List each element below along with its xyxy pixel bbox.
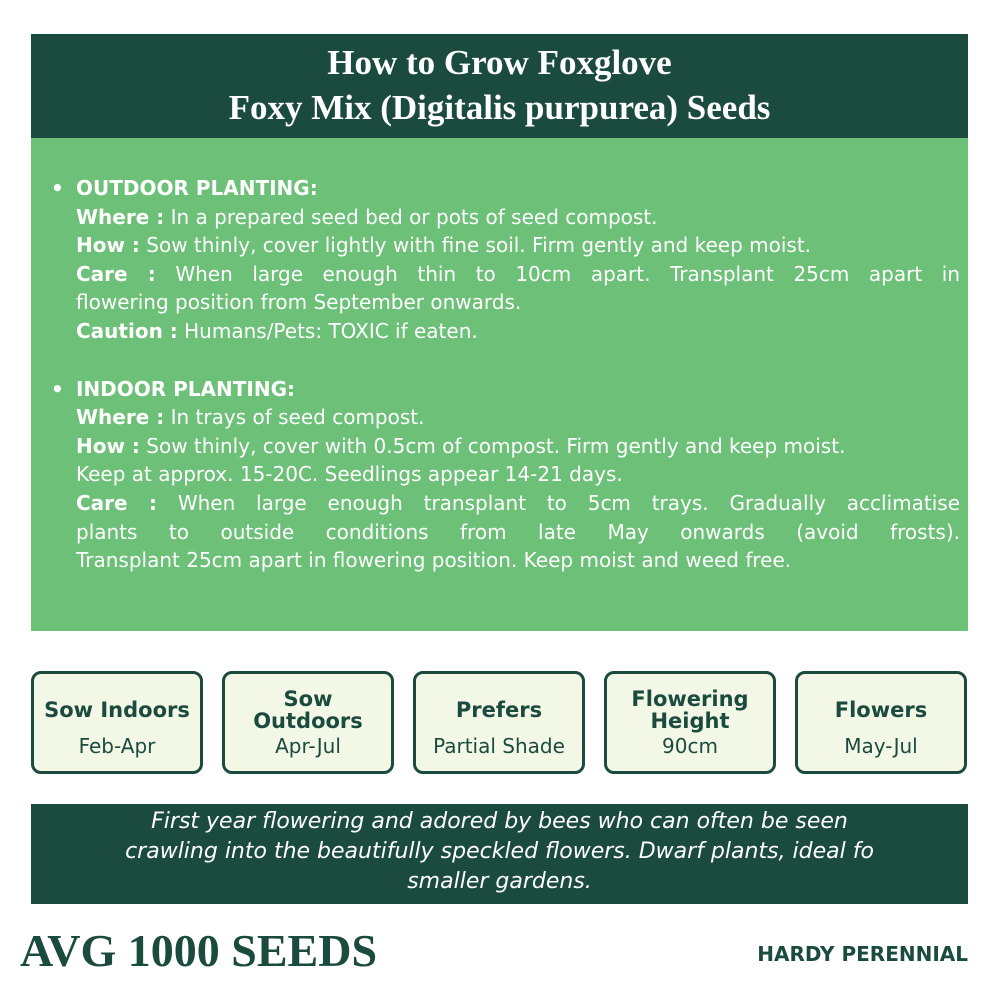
how-label: How : (76, 433, 140, 458)
care-line-continued: flowering position from September onwards. (76, 290, 522, 315)
how-line-continued: Keep at approx. 15-20C. Seedlings appear 14-21 days. (76, 462, 623, 487)
where-text: In trays of seed compost. (170, 405, 425, 430)
description-line: First year flowering and adored by bees who can often be seen (151, 809, 848, 834)
box-value: Partial Shade (433, 734, 565, 758)
how-text: Sow thinly, cover with 0.5cm of compost. Firm gently and keep moist. (146, 433, 846, 458)
box-heading-line: Height (650, 709, 730, 733)
box-heading-line: Outdoors (253, 709, 363, 733)
page-subtitle: Foxy Mix (Digitalis purpurea) Seeds (228, 88, 771, 127)
how-line (76, 231, 960, 260)
caution-line (76, 317, 960, 346)
caution-text: Humans/Pets: TOXIC if eaten. (184, 318, 478, 343)
page-title: How to Grow Foxglove (327, 43, 672, 82)
description-line: smaller gardens. (407, 869, 592, 894)
where-label: Where : (76, 405, 165, 430)
care-label: Care : (76, 490, 158, 515)
bullet-icon: • (51, 176, 64, 200)
flowers-box (795, 671, 967, 774)
prefers-box (413, 671, 585, 774)
care-text: When large enough transplant to 5cm trays. Gradually acclimatise (177, 490, 961, 515)
how-line (76, 432, 960, 461)
how-text: Sow thinly, cover lightly with fine soil. Firm gently and keep moist. (146, 233, 812, 258)
indoor-planting-section (51, 375, 960, 575)
bullet-icon: • (51, 376, 64, 401)
box-heading (416, 688, 582, 732)
sow-outdoors-box (222, 671, 394, 774)
care-label: Care : (76, 261, 156, 286)
outdoor-planting-section (51, 174, 960, 346)
box-heading (34, 688, 200, 732)
box-heading (225, 688, 391, 732)
title-banner (31, 34, 968, 138)
box-heading-line: Flowering (631, 687, 749, 711)
flowering-height-box (604, 671, 776, 774)
where-line (76, 203, 960, 232)
where-text: In a prepared seed bed or pots of seed compost. (170, 204, 658, 229)
box-value: Apr-Jul (275, 734, 341, 758)
box-heading (607, 688, 773, 732)
box-heading-line: Flowers (834, 698, 928, 722)
where-line (76, 403, 960, 432)
box-heading-line: Sow Indoors (44, 698, 190, 722)
how-label: How : (76, 233, 140, 258)
box-value: 90cm (662, 734, 718, 758)
description-banner (31, 804, 968, 904)
description-line: crawling into the beautifully speckled flowers. Dwarf plants, ideal fo (125, 839, 874, 864)
plant-type-label: HARDY PERENNIAL (757, 942, 968, 966)
box-heading-line: Prefers (455, 698, 543, 722)
care-line (76, 260, 960, 289)
section-title: INDOOR PLANTING: (76, 376, 296, 401)
caution-label: Caution : (76, 318, 178, 343)
seed-count: AVG 1000 SEEDS (20, 925, 378, 976)
instructions-panel (31, 138, 968, 631)
info-boxes (31, 671, 968, 774)
box-heading-line: Sow (283, 687, 333, 711)
box-heading (798, 688, 964, 732)
box-value: Feb-Apr (78, 734, 156, 758)
care-line-continued: plants to outside conditions from late May onwards (avoid frosts). (76, 519, 960, 544)
care-line (76, 489, 960, 518)
where-label: Where : (76, 204, 165, 229)
sow-indoors-box (31, 671, 203, 774)
box-value: May-Jul (844, 734, 918, 758)
section-title: OUTDOOR PLANTING: (76, 176, 318, 200)
care-line-final: Transplant 25cm apart in flowering position. Keep moist and weed free. (76, 548, 792, 573)
care-text: When large enough thin to 10cm apart. Transplant 25cm apart in (175, 261, 960, 286)
